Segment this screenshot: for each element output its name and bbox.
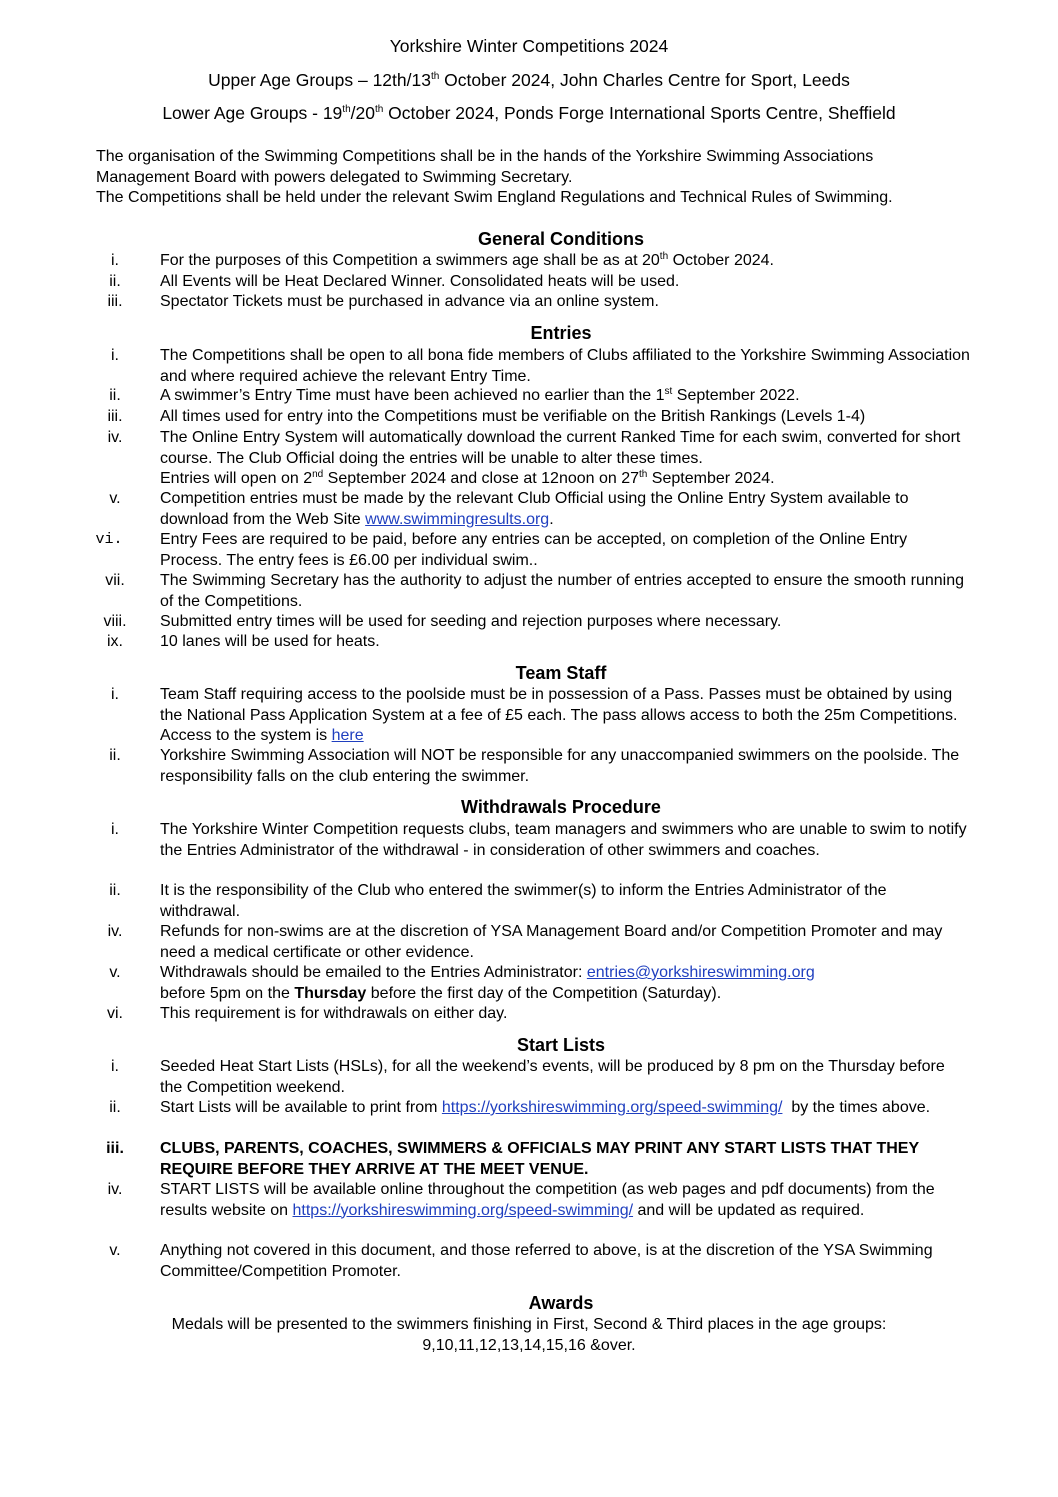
list-text: The Competitions shall be open to all bona fide members of Clubs affiliated to the Yorkshire Swimming Association and where required achieve the relevant Entry Time. [160,347,970,385]
intro-paragraph-1: The organisation of the Swimming Competitions shall be in the hands of the Yorkshire Swimming Associations Management Board with powers delegated to Swimming Secretary. [96,148,874,186]
list-text-main: The Online Entry System will automatically download the current Ranked Time for each swim, converted for short course. The Club Official doing the entries will be unable to alter these times. [160,429,961,467]
entries-email-link[interactable]: entries@yorkshireswimming.org [586,964,815,981]
list-number: iii. [107,408,123,425]
list-text [160,685,970,747]
list-number: vii. [105,572,125,589]
title-line-1: Yorkshire Winter Competitions 2024 [389,36,669,56]
speed-swimming-link[interactable]: https://yorkshireswimming.org/speed-swimming/ [441,1099,783,1116]
list-number: i. [111,1058,119,1075]
list-number: v. [109,1242,121,1259]
list-text-main: Competition entries must be made by the relevant Club Official using the Online Entry System available to download from the Web Site [160,490,909,528]
list-text [160,489,970,530]
list-number: vi. [95,531,123,548]
list-text-c: September 2024. [647,470,775,487]
list-sup-2: th [639,469,648,480]
speed-swimming-link[interactable]: https://yorkshireswimming.org/speed-swimming/ [292,1201,634,1219]
section-heading-entries: Entries [530,323,592,343]
list-text-b: September 2024 and close at 12noon on 27 [323,470,640,487]
list-text-after: by the times above. [782,1099,931,1116]
list-text: All Events will be Heat Declared Winner. Consolidated heats will be used. [160,273,680,290]
list-number: vi. [107,1005,123,1022]
list-text [160,1098,970,1119]
list-text-a: before 5pm on the [160,984,295,1002]
list-text-main: Start Lists will be available to print from [160,1099,442,1116]
lower-age-text-c: October 2024, Ponds Forge International Sports Centre, Sheffield [383,103,896,123]
list-text-a: Entries will open on 2 [160,470,313,487]
list-number: v. [109,490,121,507]
list-sup: th [659,251,669,262]
list-text: Seeded Heat Start Lists (HSLs), for all the weekend’s events, will be produced by 8 pm on the Thursday before the Competition weekend. [160,1058,945,1096]
list-sup: st [664,386,673,397]
list-text: Yorkshire Swimming Association will NOT be responsible for any unaccompanied swimmers on the poolside. The responsibility falls on the club entering the swimmer. [160,747,960,785]
list-number: i. [111,686,119,703]
list-text-after: . [549,510,554,528]
list-number: ii. [109,273,121,290]
lower-age-sup-1: th [342,104,351,115]
list-number: iv. [107,923,123,940]
list-text: Submitted entry times will be used for seeding and rejection purposes where necessary. [160,613,782,630]
upper-age-text-b: October 2024, John Charles Centre for Sport, Leeds [439,70,850,90]
section-heading-team-staff: Team Staff [515,663,607,683]
list-text [160,428,970,490]
list-text: This requirement is for withdrawals on either day. [160,1005,508,1022]
section-heading-awards: Awards [528,1293,594,1313]
list-text-main: Team Staff requiring access to the poolside must be in possession of a Pass. Passes must be obtained by using the National Pass Application System at a fee of £5 each. The pass allows access to both the 25m Competitions. Access to the system is [160,686,958,744]
section-heading-start-lists: Start Lists [516,1035,606,1055]
list-text-bold: Thursday [294,984,367,1002]
list-number: ix. [107,633,123,650]
pass-system-link[interactable]: here [331,727,364,744]
list-text: It is the responsibility of the Club who entered the swimmer(s) to inform the Entries Administrator of the withdrawal. [160,882,887,920]
list-number: viii. [103,613,127,630]
lower-age-text-b: /20 [350,103,375,123]
list-sup: nd [312,469,324,480]
swimmingresults-link[interactable]: www.swimmingresults.org [365,510,550,528]
list-text: Anything not covered in this document, and those referred to above, is at the discretion of the YSA Swimming Committee/Competition Promoter. [160,1242,933,1280]
list-number: i. [111,347,119,364]
list-text: 10 lanes will be used for heats. [160,633,380,650]
list-text: All times used for entry into the Competitions must be verifiable on the British Rankings (Levels 1-4) [160,408,866,425]
section-heading-general: General Conditions [477,229,645,249]
list-text-b: before the first day of the Competition (Saturday). [366,984,722,1002]
list-text: Spectator Tickets must be purchased in advance via an online system. [160,293,659,310]
awards-text: Medals will be presented to the swimmers finishing in First, Second & Third places in the age groups: 9,10,11,12,13,14,15,16 &over. [171,1316,887,1354]
list-number: ii. [109,882,121,899]
upper-age-groups-line [0,70,1058,91]
list-text: CLUBS, PARENTS, COACHES, SWIMMERS & OFFICIALS MAY PRINT ANY START LISTS THAT THEY REQUIRE BEFORE THEY ARRIVE AT THE MEET VENUE. [160,1140,919,1178]
list-text-a: A swimmer’s Entry Time must have been achieved no earlier than the 1 [160,387,665,404]
list-number: iv. [107,429,123,446]
list-number: ii. [109,1099,121,1116]
list-text-a: For the purposes of this Competition a swimmers age shall be as at 20 [160,252,660,269]
list-number: ii. [109,747,121,764]
list-text: Entry Fees are required to be paid, before any entries can be accepted, on completion of the Online Entry Process. The entry fees is £6.00 per individual swim.. [160,531,908,569]
list-text-main: Withdrawals should be emailed to the Entries Administrator: [160,964,587,981]
list-text-main: START LISTS will be available online throughout the competition (as web pages and pdf documents) from the results website on [160,1181,935,1219]
list-text [160,386,970,407]
list-text-b: October 2024. [668,252,774,269]
list-number: ii. [109,387,121,404]
list-number: v. [109,964,121,981]
list-text-b: September 2022. [672,387,800,404]
upper-age-sup: th [430,71,440,82]
section-heading-withdrawals: Withdrawals Procedure [461,797,661,817]
list-number: i. [111,252,119,269]
list-number: iii. [107,293,123,310]
list-number: iii. [106,1140,124,1157]
list-text-after: and will be updated as required. [633,1201,865,1219]
list-text [160,1180,970,1221]
intro-paragraph-2: The Competitions shall be held under the relevant Swim England Regulations and Technical Rules of Swimming. [96,189,893,206]
list-text: The Yorkshire Winter Competition requests clubs, team managers and swimmers who are unable to swim to notify the Entries Administrator of the withdrawal - in consideration of other swimmers and coaches. [160,821,967,859]
list-number: iv. [107,1181,123,1198]
lower-age-sup-2: th [374,104,384,115]
list-text [160,251,970,272]
list-text: Refunds for non-swims are at the discretion of YSA Management Board and/or Competition Promoter and may need a medical certificate or other evidence. [160,923,943,961]
document-title [0,36,1058,57]
upper-age-text-a: Upper Age Groups – 12th/13 [208,70,431,90]
lower-age-text-a: Lower Age Groups - 19 [162,103,343,123]
lower-age-groups-line [0,103,1058,124]
list-text: The Swimming Secretary has the authority to adjust the number of entries accepted to ensure the smooth running of the Competitions. [160,572,964,610]
list-text [160,963,970,1004]
list-number: i. [111,821,119,838]
